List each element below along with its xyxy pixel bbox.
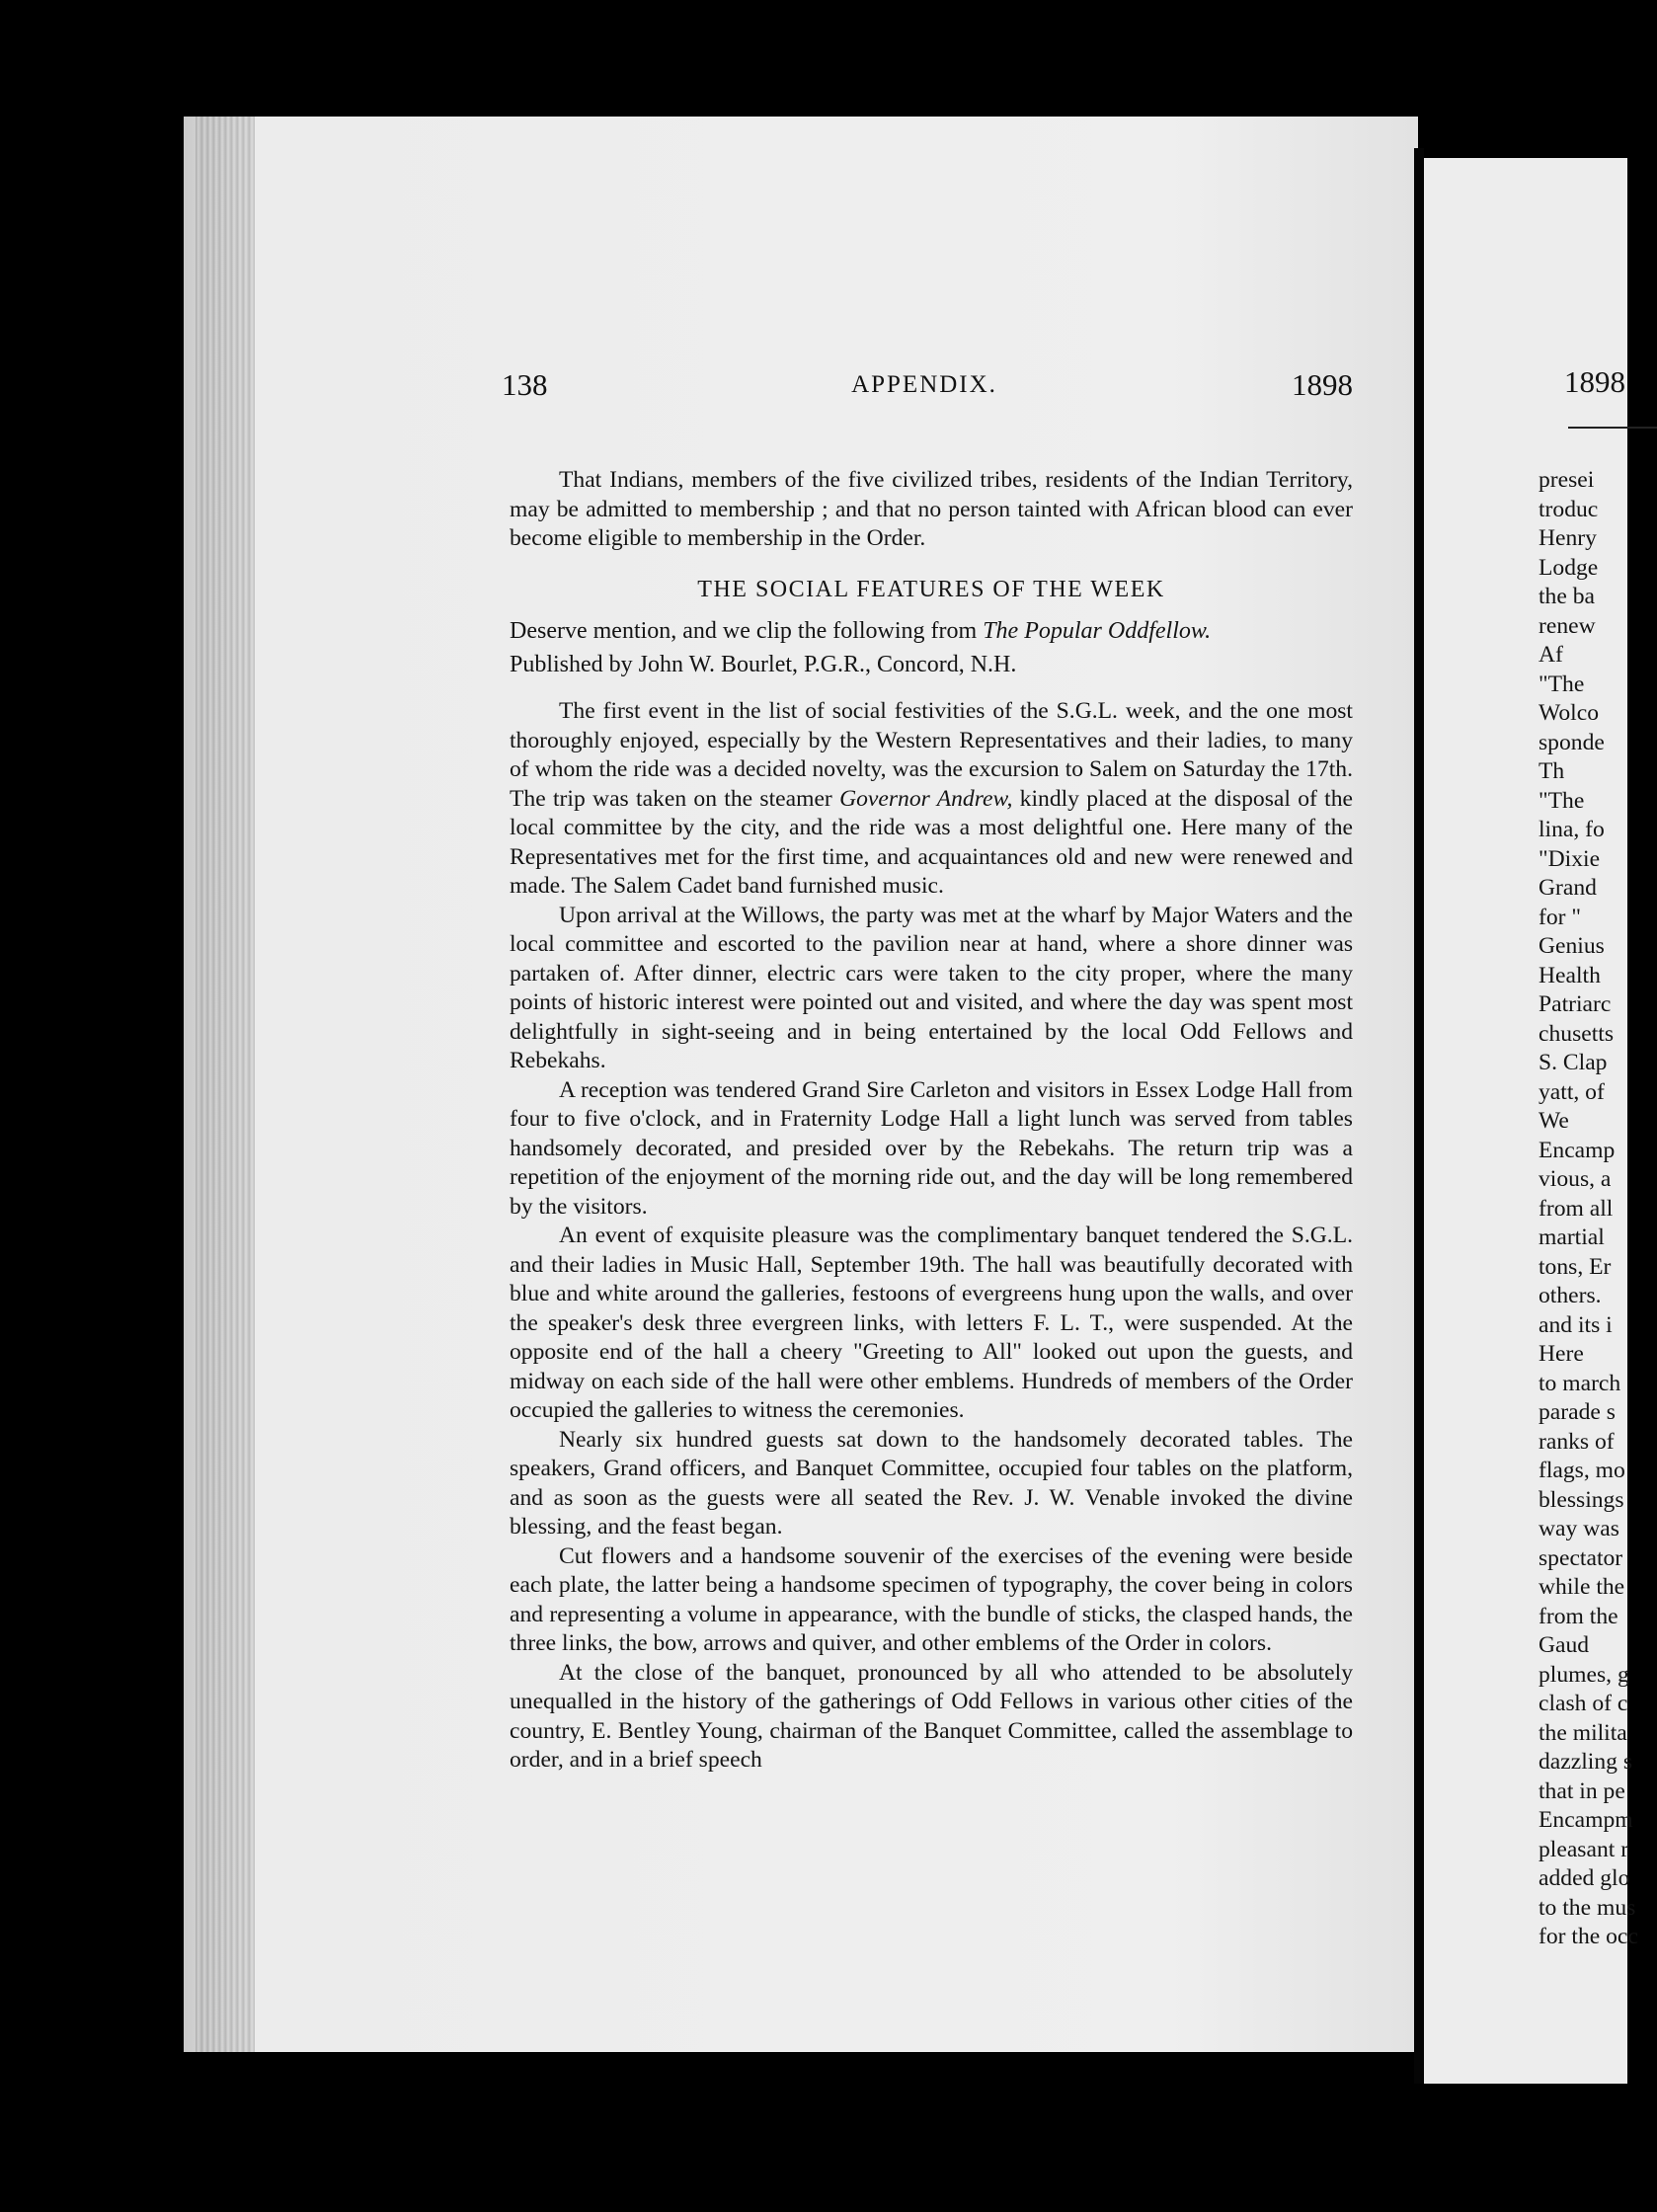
paragraph-text: The first event in the list of social festivities of the S.G.L. week, and the one most thoroughly enjoyed, especially by the Western Representatives and their ladies, to many of whom the ride was a decided novelty, was the excursion to Salem on Saturday the 17th. The trip was taken on the steamer — [510, 698, 1353, 812]
right-page-line: tons, Er — [1539, 1253, 1612, 1280]
right-page-line: Genius — [1539, 933, 1605, 959]
paragraph-text: kindly placed at the disposal of the local committee by the city, and the ride was a most delightful one. Here many of the Representatives met for the first time, and acquaintances old and new were renewed and made. The Salem Cadet band furnished music. — [510, 785, 1353, 899]
right-page-line: Gaud — [1539, 1632, 1590, 1658]
right-page-line: for the occ — [1539, 1924, 1638, 1949]
right-page-line: We — [1539, 1108, 1569, 1134]
right-page-line: vious, a — [1539, 1166, 1612, 1192]
right-page-line: parade s — [1539, 1399, 1616, 1425]
right-page-line: way was — [1539, 1516, 1619, 1541]
right-page-line: presei — [1539, 467, 1595, 493]
right-page-lines — [1539, 466, 1638, 1952]
right-page-line: Lodge — [1539, 554, 1599, 581]
paragraph: Upon arrival at the Willows, the party was met at the wharf by Major Waters and the local committee and escorted to the pavilion near at hand, where a shore dinner was partaken of. After dinner, electric cars were taken to the city proper, where the many points of historic interest were pointed out and visited, and where the day was spent most delightfully in sight-seeing and in being entertained by the local Odd Fellows and Rebekahs. — [510, 902, 1353, 1073]
main-text — [510, 466, 1353, 1776]
right-page-line: ranks of — [1539, 1428, 1615, 1455]
right-page-line: from the — [1539, 1603, 1618, 1629]
intro-text: Deserve mention, and we clip the following from — [510, 618, 984, 644]
paragraph: Cut flowers and a handsome souvenir of the exercises of the evening were beside each plate, the latter being a handsome specimen of typography, the cover being in colors and representing a volume in appearance, with the bundle of sticks, the clasped hands, the three links, the bow, arrows and quiver, and other emblems of the Order in colors. — [510, 1542, 1353, 1656]
intro-publisher: Published by John W. Bourlet, P.G.R., Concord, N.H. — [510, 652, 1017, 677]
right-page-line: Grand — [1539, 875, 1597, 901]
page-edges — [196, 117, 255, 2052]
right-page-line: and its i — [1539, 1311, 1613, 1338]
paragraph: An event of exquisite pleasure was the complimentary banquet tendered the S.G.L. and their ladies in Music Hall, September 19th. The hall was beautifully decorated with blue and white around the galleries, festoons of evergreens hung upon the walls, and over the speaker's desk three evergreen links, with letters F. L. T., were suspended. At the opposite end of the hall a cheery "Greeting to All" looked out upon the guests, and midway on each side of the hall were other emblems. Hundreds of members of the Order occupied the galleries to witness the ceremonies. — [510, 1223, 1353, 1423]
header-rule — [1568, 427, 1657, 429]
right-page-line: Health — [1539, 962, 1601, 988]
right-page-line: Wolco — [1539, 700, 1599, 726]
section-heading: THE SOCIAL FEATURES OF THE WEEK — [697, 576, 1165, 602]
right-page-line: the milita — [1539, 1719, 1627, 1746]
page-number: 138 — [502, 367, 548, 402]
right-page-line: troduc — [1539, 496, 1599, 522]
paragraph: At the close of the banquet, pronounced by all who attended to be absolutely unequalled in the history of the gatherings of Odd Fellows in various other cities of the country, E. Bentley Young, chairman of the Banquet Committee, called the assemblage to order, and in a brief speech — [510, 1659, 1353, 1773]
right-page-line: others. — [1539, 1283, 1602, 1308]
right-page-line: Encampm — [1539, 1807, 1633, 1833]
right-page-line: Patriarc — [1539, 991, 1612, 1017]
right-page-line: "Dixie — [1539, 845, 1601, 872]
right-page-line: spectator — [1539, 1544, 1623, 1571]
right-page-line: Henry — [1539, 525, 1597, 551]
paragraph — [510, 697, 1353, 902]
right-page-line: from all — [1539, 1195, 1614, 1222]
header-year: 1898 — [1292, 367, 1353, 402]
publication-title: The Popular Oddfellow. — [983, 618, 1212, 644]
right-page-line: blessings — [1539, 1486, 1624, 1513]
right-page-line: Encamp — [1539, 1137, 1616, 1163]
resolution-paragraph: That Indians, members of the five civilized tribes, residents of the Indian Territory, may be admitted to membership ; and that no person tainted with African blood can ever become eligible to membership in the Order. — [510, 467, 1353, 551]
paragraph: A reception was tendered Grand Sire Carleton and visitors in Essex Lodge Hall from four to five o'clock, and in Fraternity Lodge Hall a light lunch was served from tables handsomely decorated, and presided over by the Rebekahs. The return trip was a repetition of the enjoyment of the morning ride out, and the day will be long remembered by the visitors. — [510, 1076, 1353, 1220]
right-page-line: the ba — [1539, 584, 1595, 609]
right-page-line: chusetts — [1539, 1020, 1615, 1047]
right-page-line: dazzling s — [1539, 1749, 1632, 1775]
right-page-line: while the — [1539, 1574, 1625, 1600]
right-page-line: added glo — [1539, 1865, 1630, 1891]
right-page-line: plumes, g — [1539, 1661, 1629, 1688]
ship-name: Governor Andrew, — [839, 785, 1013, 812]
right-page-line: Th — [1539, 758, 1565, 784]
right-page-line: clash of c — [1539, 1691, 1628, 1716]
right-page-line: flags, mo — [1539, 1458, 1625, 1483]
paragraph: Nearly six hundred guests sat down to the handsomely decorated tables. The speakers, Grand officers, and Banquet Committee, occupied four tables on the platform, and as soon as the guests were all seated the Rev. J. W. Venable invoked the divine blessing, and the feast began. — [510, 1426, 1353, 1540]
right-page-line: pleasant r — [1539, 1836, 1629, 1862]
right-page-line: S. Clap — [1539, 1050, 1608, 1075]
running-head — [496, 367, 1353, 411]
right-page-line: for " — [1539, 904, 1582, 930]
right-page-line: Here — [1539, 1341, 1584, 1367]
right-page-line: "The — [1539, 787, 1585, 814]
right-page-line: martial — [1539, 1224, 1605, 1250]
right-page-line: "The — [1539, 671, 1585, 697]
right-page-line: to march — [1539, 1370, 1621, 1396]
intro-paragraph — [510, 614, 1353, 681]
right-page-line: that in pe — [1539, 1778, 1625, 1804]
book-gutter — [1414, 148, 1424, 2084]
right-page-line: Af — [1539, 642, 1563, 668]
right-page-line: renew — [1539, 612, 1596, 639]
right-page-line: yatt, of — [1539, 1078, 1605, 1105]
right-page-line: sponde — [1539, 729, 1605, 755]
right-page-year: 1898 — [1564, 364, 1625, 399]
right-page-line: to the mus — [1539, 1894, 1636, 1921]
right-page-line: lina, fo — [1539, 817, 1605, 842]
section-title: APPENDIX. — [851, 371, 997, 398]
